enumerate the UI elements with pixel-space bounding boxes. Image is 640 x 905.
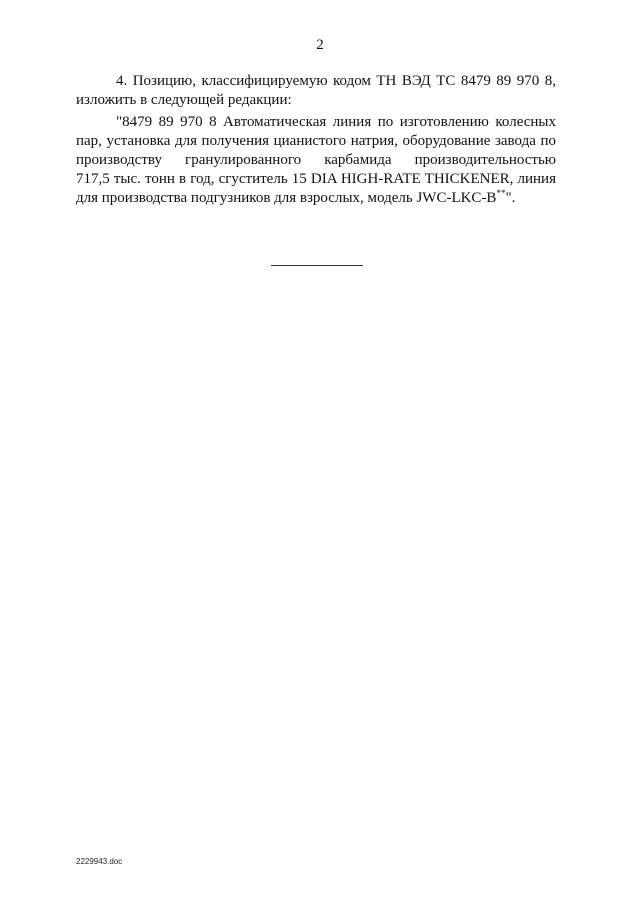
footer-doc-id: 2229943.doc <box>76 857 123 866</box>
footnote-marker: ** <box>496 188 506 198</box>
paragraph-line: изложить в следующей редакции: <box>76 92 292 108</box>
closing-quote: ". <box>505 190 516 206</box>
paragraph-line: 717,5 тыс. тонн в год, сгуститель 15 DIA HIGH-RATE THICKENER, линия <box>76 171 556 187</box>
paragraph-line: "8479 89 970 8 Автоматическая линия по изготовлению колесных <box>116 114 556 130</box>
paragraph-line: производству гранулированного карбамида производительностью <box>76 152 556 168</box>
page-number: 2 <box>316 37 324 53</box>
paragraph-line: пар, установка для получения цианистого натрия, оборудование завода по <box>76 133 556 149</box>
paragraph-line-last <box>76 189 556 208</box>
line-text: для производства подгузников для взрослых, модель JWC-LKC-B <box>76 190 497 206</box>
section-divider <box>271 265 363 266</box>
paragraph-line: 4. Позицию, классифицируемую кодом ТН ВЭД ТС 8479 89 970 8, <box>116 73 556 89</box>
